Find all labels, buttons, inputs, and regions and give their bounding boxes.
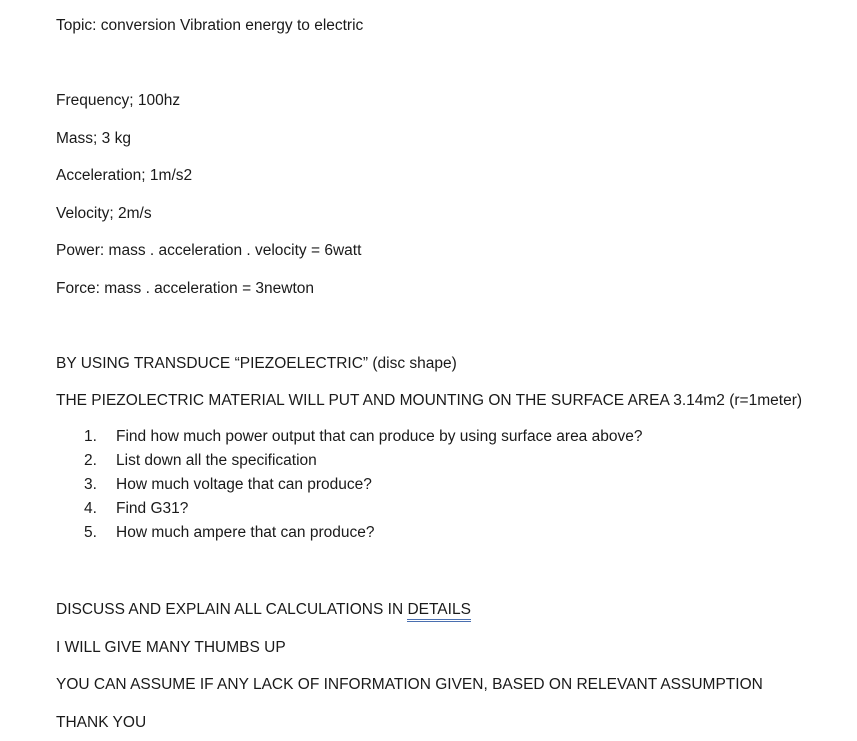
list-item — [84, 523, 642, 547]
mounting-line: THE PIEZOLECTRIC MATERIAL WILL PUT AND MOUNTING ON THE SURFACE AREA 3.14m2 (r=1meter) — [56, 392, 803, 409]
acceleration-line: Acceleration; 1m/s2 — [56, 167, 193, 184]
thanks-line: THANK YOU — [56, 714, 147, 731]
force-line: Force: mass . acceleration = 3newton — [56, 280, 315, 297]
list-text: How much voltage that can produce? — [116, 476, 372, 493]
list-number: 5. — [84, 524, 97, 541]
details-underlined-word: DETAILS — [407, 601, 470, 622]
velocity-line: Velocity; 2m/s — [56, 205, 152, 222]
thumbs-line: I WILL GIVE MANY THUMBS UP — [56, 639, 286, 656]
list-item — [84, 451, 642, 475]
mass-line: Mass; 3 kg — [56, 130, 131, 147]
power-line: Power: mass . acceleration . velocity = 6watt — [56, 242, 362, 259]
transducer-line: BY USING TRANSDUCE “PIEZOELECTRIC” (disc shape) — [56, 355, 457, 372]
list-text: How much ampere that can produce? — [116, 524, 375, 541]
list-number: 3. — [84, 476, 97, 493]
assume-line: YOU CAN ASSUME IF ANY LACK OF INFORMATION GIVEN, BASED ON RELEVANT ASSUMPTION — [56, 676, 763, 693]
topic-line: Topic: conversion Vibration energy to electric — [56, 17, 364, 34]
list-number: 1. — [84, 428, 97, 445]
frequency-line: Frequency; 100hz — [56, 92, 181, 109]
list-item — [84, 427, 642, 451]
list-item — [84, 499, 642, 523]
discuss-text: DISCUSS AND EXPLAIN ALL CALCULATIONS IN — [56, 601, 408, 618]
discuss-line — [56, 600, 471, 622]
list-text: Find G31? — [116, 500, 189, 517]
list-text: List down all the specification — [116, 452, 317, 469]
list-number: 4. — [84, 500, 97, 517]
list-text: Find how much power output that can produce by using surface area above? — [116, 428, 643, 445]
question-list — [84, 427, 642, 547]
list-item — [84, 475, 642, 499]
list-number: 2. — [84, 452, 97, 469]
